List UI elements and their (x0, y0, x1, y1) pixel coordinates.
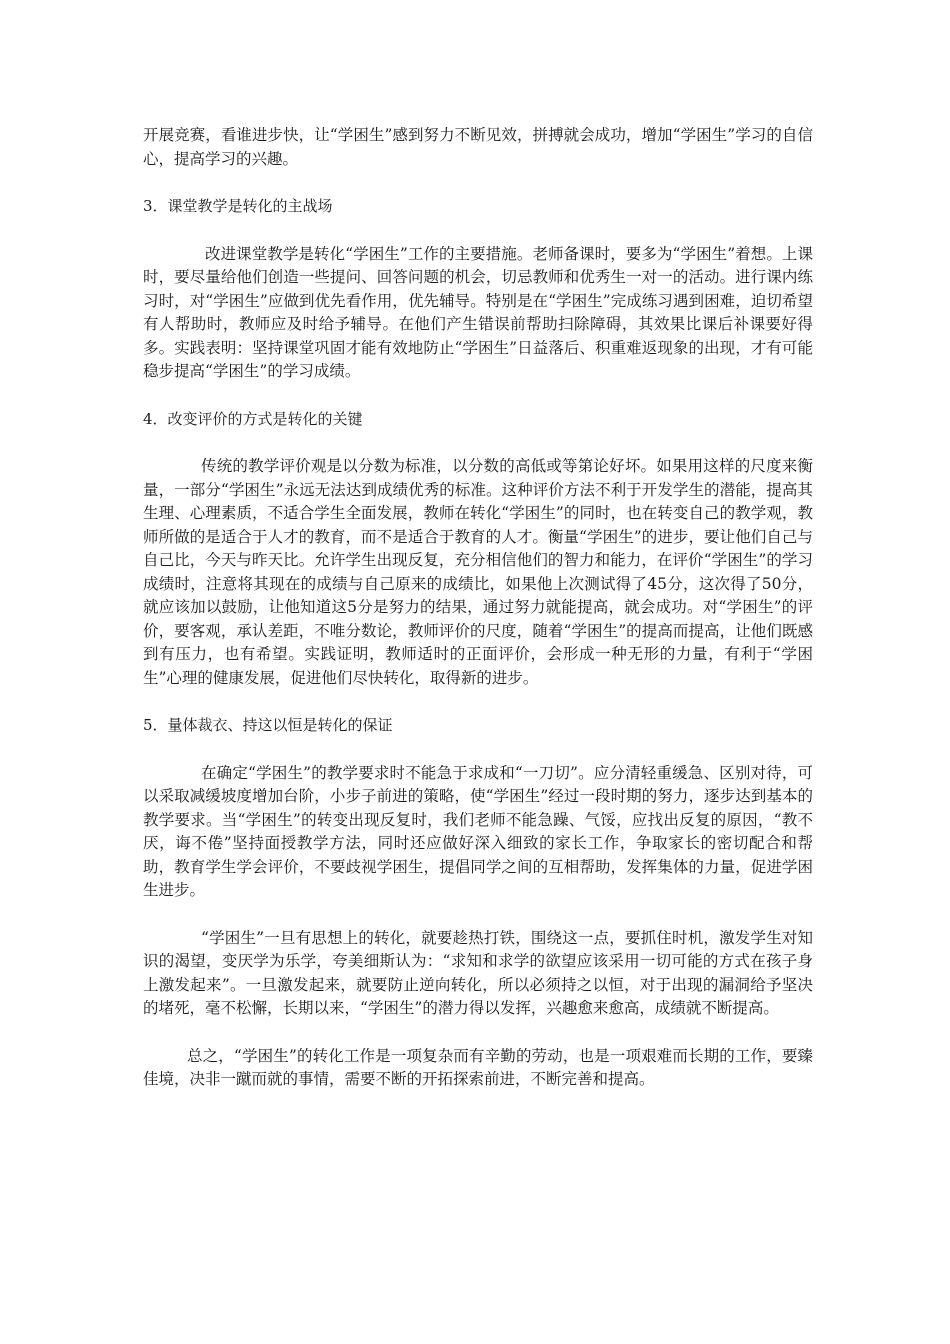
section-heading-5: 5．量体裁衣、持这以恒是转化的保证 (143, 716, 393, 734)
paragraph-section-5b: “学困生”一旦有思想上的转化，就要趁热打铁，围绕这一点，要抓住时机，激发学生对知识的渴望，变厌学为乐学，夸美细斯认为：“求知和求学的欲望应该采用一切可能的方式在孩子身上激发起来”。一旦激发起来，就要防止逆向转化，所以必须持之以恒，对于出现的漏洞给予坚决的堵死，毫不松懈，长期以来，“学困生”的潜力得以发挥，兴趣愈来愈高，成绩就不断提高。 (143, 928, 813, 1017)
paragraph-intro-continuation: 开展竞赛，看谁进步快，让“学困生”感到努力不断见效，拼搏就会成功，增加“学困生”学习的自信心，提高学习的兴趣。 (143, 126, 813, 168)
section-heading-4: 4．改变评价的方式是转化的关键 (143, 409, 363, 428)
paragraph-section-4: 传统的教学评价观是以分数为标准，以分数的高低或等第论好坏。如果用这样的尺度来衡量，一部分“学困生”永远无法达到成绩优秀的标准。这种评价方法不利于开发学生的潜能，提高其生理、心理素质，不适合学生全面发展，教师在转化“学困生”的同时，也在转变自己的教学观，教师所做的是适合于人才的教育，而不是适合于教育的人才。衡量“学困生”的进步，要让他们自己与自己比，今天与昨天比。允许学生出现反复，充分相信他们的智力和能力，在评价“学困生”的学习成绩时，注意将其现在的成绩与自己原来的成绩比，如果他上次测试得了45分，这次得了50分，就应该加以鼓励，让他知道这5分是努力的结果，通过努力就能提高，就会成功。对“学困生”的评价，要客观，承认差距，不唯分数论，教师评价的尺度，随着“学困生”的提高而提高，让他们既感到有压力，也有希望。实践证明，教师适时的正面评价，会形成一种无形的力量，有利于“学困生”心理的健康发展，促进他们尽快转化，取得新的进步。 (143, 457, 813, 687)
document-body (143, 124, 813, 1116)
section-heading-3: 3．课堂教学是转化的主战场 (143, 197, 333, 215)
paragraph-section-3: 改进课堂教学是转化“学困生”工作的主要措施。老师备课时，要多为“学困生”着想。上课时，要尽量给他们创造一些提问、回答问题的机会，切忌教师和优秀生一对一的活动。进行课内练习时，对“学困生”应做到优先看作用，优先辅导。特别是在“学困生”完成练习遇到困难，迫切希望有人帮助时，教师应及时给予辅导。在他们产生错误前帮助扫除障碍，其效果比课后补课要好得多。实践表明：坚持课堂巩固才能有效地防止“学困生”日益落后、积重难返现象的出现，才有可能稳步提高“学困生”的学习成绩。 (143, 244, 813, 380)
paragraph-conclusion: 总之，“学困生”的转化工作是一项复杂而有辛勤的劳动，也是一项艰难而长期的工作，要臻佳境，决非一蹴而就的事情，需要不断的开拓探索前进，不断完善和提高。 (143, 1046, 813, 1088)
paragraph-section-5a: 在确定“学困生”的教学要求时不能急于求成和“一刀切”。应分清轻重缓急、区别对待，可以采取减缓坡度增加台阶，小步子前进的策略，使“学困生”经过一段时期的努力，逐步达到基本的教学要求。当“学困生”的转变出现反复时，我们老师不能急躁、气馁，应找出反复的原因，“教不厌，诲不倦”坚持面授教学方法，同时还应做好深入细致的家长工作，争取家长的密切配合和帮助，教育学生学会评价，不要歧视学困生，提倡同学之间的互相帮助，发挥集体的力量，促进学困生进步。 (143, 763, 813, 899)
